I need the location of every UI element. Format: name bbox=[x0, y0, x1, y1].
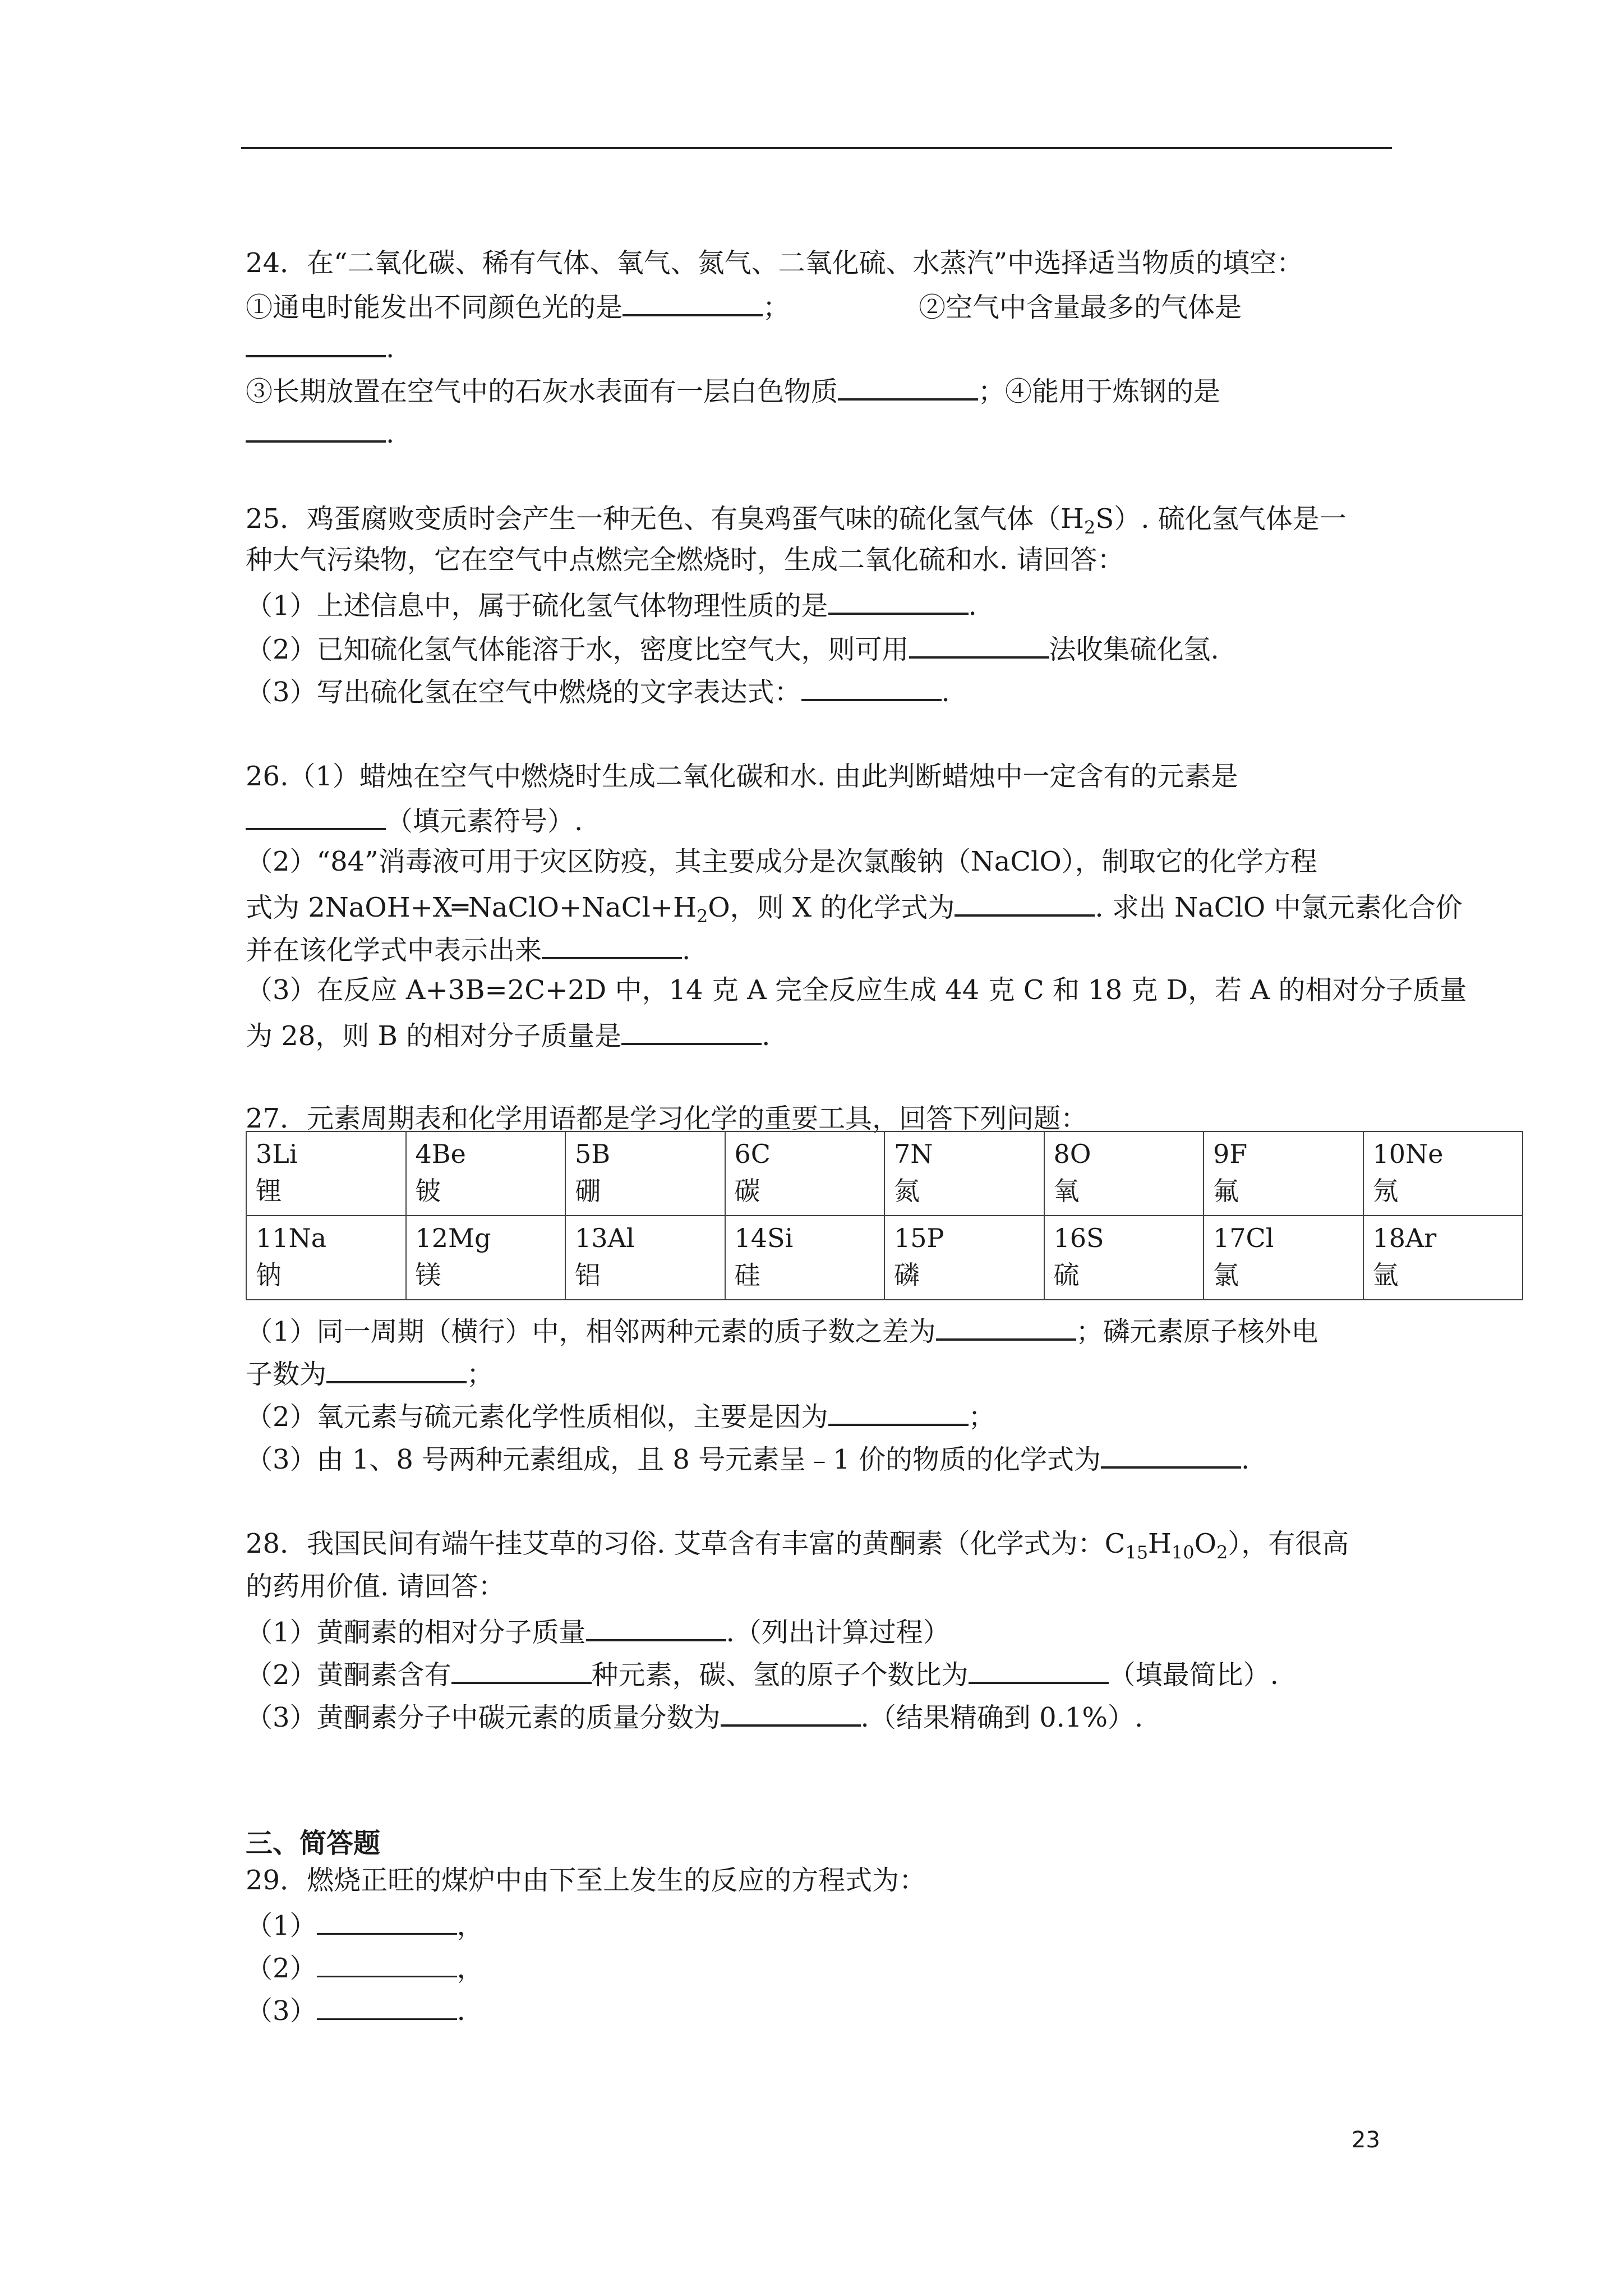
element-cell: 12Mg 镁 bbox=[406, 1216, 566, 1300]
q25-part-3: （3）写出硫化氢在空气中燃烧的文字表达式： . bbox=[246, 671, 1399, 710]
element-cell: 10Ne 氖 bbox=[1363, 1131, 1523, 1216]
periodic-table-excerpt bbox=[246, 1131, 1523, 1300]
q26-blank-3[interactable] bbox=[542, 929, 682, 959]
section-title: 三、简答题 bbox=[246, 1828, 381, 1859]
periodic-row-2 bbox=[246, 1216, 1523, 1300]
q29-blank-2[interactable] bbox=[317, 1948, 457, 1977]
element-cell: 9F 氟 bbox=[1204, 1131, 1363, 1216]
q26-part-3-line-2: 为 28，则 B 的相对分子质量是 . bbox=[246, 1015, 1399, 1054]
element-cell: 5B 硼 bbox=[565, 1131, 725, 1216]
q24-blank-3[interactable] bbox=[838, 370, 978, 401]
q26-blank-4[interactable] bbox=[621, 1015, 762, 1045]
q29-item-2: （2） ， bbox=[246, 1948, 1399, 1986]
q29-blank-1[interactable] bbox=[317, 1905, 457, 1935]
q28-part-3: （3）黄酮素分子中碳元素的质量分数为 .（结果精确到 0.1%）. bbox=[246, 1696, 1399, 1736]
q24-line-4: ③长期放置在空气中的石灰水表面有一层白色物质 ；④能用于炼钢的是 bbox=[246, 370, 1399, 409]
q29-blank-3[interactable] bbox=[317, 1990, 457, 2020]
q27-blank-2[interactable] bbox=[326, 1353, 467, 1383]
q26-part-2: （2）“84”消毒液可用于灾区防疫，其主要成分是次氯酸钠（NaClO），制取它的化学方程 bbox=[246, 846, 1317, 877]
q29-stem: 29．燃烧正旺的煤炉中由下至上发生的反应的方程式为： bbox=[246, 1865, 926, 1896]
q27-part-3: （3）由 1、8 号两种元素组成，且 8 号元素呈﹣1 价的物质的化学式为 . bbox=[246, 1438, 1399, 1478]
q25-blank-1[interactable] bbox=[828, 585, 969, 615]
q28-blank-1[interactable] bbox=[586, 1611, 726, 1641]
q26-blank-2[interactable] bbox=[955, 886, 1095, 917]
header-rule bbox=[241, 147, 1392, 149]
q24-line-3: . bbox=[246, 327, 1399, 366]
q27-stem: 27．元素周期表和化学用语都是学习化学的重要工具，回答下列问题： bbox=[246, 1103, 1088, 1134]
q27-part-1-line-2: 子数为 ； bbox=[246, 1353, 1399, 1392]
element-cell: 8O 氧 bbox=[1044, 1131, 1204, 1216]
element-cell: 6C 碳 bbox=[725, 1131, 885, 1216]
q25-stem-1: 25．鸡蛋腐败变质时会产生一种无色、有臭鸡蛋气味的硫化氢气体$(H_2S)$. 硫化氢气体是一 bbox=[246, 503, 1347, 539]
q26-part-2-line-3: 并在该化学式中表示出来 . bbox=[246, 929, 1399, 968]
q27-part-1: （1）同一周期（横行）中，相邻两种元素的质子数之差为 ；磷元素原子核外电 bbox=[246, 1310, 1399, 1350]
q24-line-2: ①通电时能发出不同颜色光的是 ； ②空气中含量最多的气体是 bbox=[246, 286, 1399, 325]
q28-blank-2[interactable] bbox=[451, 1654, 592, 1684]
q25-part-2: （2）已知硫化氢气体能溶于水，密度比空气大，则可用 法收集硫化氢. bbox=[246, 628, 1399, 668]
element-cell: 16S 硫 bbox=[1044, 1216, 1204, 1300]
q26-part-1: 26.（1）蜡烛在空气中燃烧时生成二氧化碳和水. 由此判断蜡烛中一定含有的元素是 bbox=[246, 761, 1238, 792]
element-cell: 3Li 锂 bbox=[246, 1131, 406, 1216]
q25-blank-2[interactable] bbox=[909, 628, 1049, 659]
q24-blank-4[interactable] bbox=[246, 412, 386, 443]
q27-blank-3[interactable] bbox=[828, 1396, 969, 1426]
q28-stem-1: 28．我国民间有端午挂艾草的习俗. 艾草含有丰富的黄酮素（化学式为：$C_{15}H_{10}O_2$），有很高 bbox=[246, 1528, 1349, 1563]
q24-stem: 24．在“二氧化碳、稀有气体、氧气、氮气、二氧化硫、水蒸汽”中选择适当物质的填空： bbox=[246, 247, 1304, 279]
q28-stem-2: 的药用价值. 请回答： bbox=[246, 1571, 505, 1602]
q24-blank-1[interactable] bbox=[623, 286, 763, 316]
page-number: 23 bbox=[1352, 2127, 1380, 2153]
q28-part-2: （2）黄酮素含有 种元素，碳、氢的原子个数比为 （填最简比）. bbox=[246, 1654, 1399, 1693]
q28-blank-3[interactable] bbox=[969, 1654, 1109, 1684]
q27-part-2: （2）氧元素与硫元素化学性质相似，主要是因为 ； bbox=[246, 1396, 1399, 1435]
q25-stem-2: 种大气污染物，它在空气中点燃完全燃烧时，生成二氧化硫和水. 请回答： bbox=[246, 544, 1124, 576]
element-cell: 7N 氮 bbox=[884, 1131, 1044, 1216]
q27-blank-4[interactable] bbox=[1101, 1438, 1241, 1469]
element-cell: 18Ar 氩 bbox=[1363, 1216, 1523, 1300]
q26-part-2-line-2: 式为 $2NaOH+X═NaClO+NaCl+H_2O$，则 X 的化学式为 . 求出 NaClO 中氯元素化合价 bbox=[246, 886, 1399, 926]
element-cell: 15P 磷 bbox=[884, 1216, 1044, 1300]
q26-part-1-line-2: （填元素符号）. bbox=[246, 800, 1399, 839]
element-cell: 4Be 铍 bbox=[406, 1131, 566, 1216]
element-cell: 14Si 硅 bbox=[725, 1216, 885, 1300]
q28-part-1: （1）黄酮素的相对分子质量 .（列出计算过程） bbox=[246, 1611, 1399, 1650]
q26-part-3: （3）在反应 A+3B=2C+2D 中，14 克 A 完全反应生成 44 克 C 和 18 克 D，若 A 的相对分子质量 bbox=[246, 974, 1467, 1006]
q24-blank-2[interactable] bbox=[246, 327, 386, 357]
q27-blank-1[interactable] bbox=[936, 1310, 1076, 1341]
element-cell: 11Na 钠 bbox=[246, 1216, 406, 1300]
q25-part-1: （1）上述信息中，属于硫化氢气体物理性质的是 . bbox=[246, 585, 1399, 624]
q26-blank-1[interactable] bbox=[246, 800, 386, 830]
q29-item-1: （1） ， bbox=[246, 1905, 1399, 1944]
periodic-row-1 bbox=[246, 1131, 1523, 1216]
q29-item-3: （3） . bbox=[246, 1990, 1399, 2029]
element-cell: 17Cl 氯 bbox=[1204, 1216, 1363, 1300]
q25-blank-3[interactable] bbox=[801, 671, 942, 701]
q24-line-5: . bbox=[246, 412, 1399, 452]
q28-blank-4[interactable] bbox=[721, 1696, 861, 1727]
element-cell: 13Al 铝 bbox=[565, 1216, 725, 1300]
